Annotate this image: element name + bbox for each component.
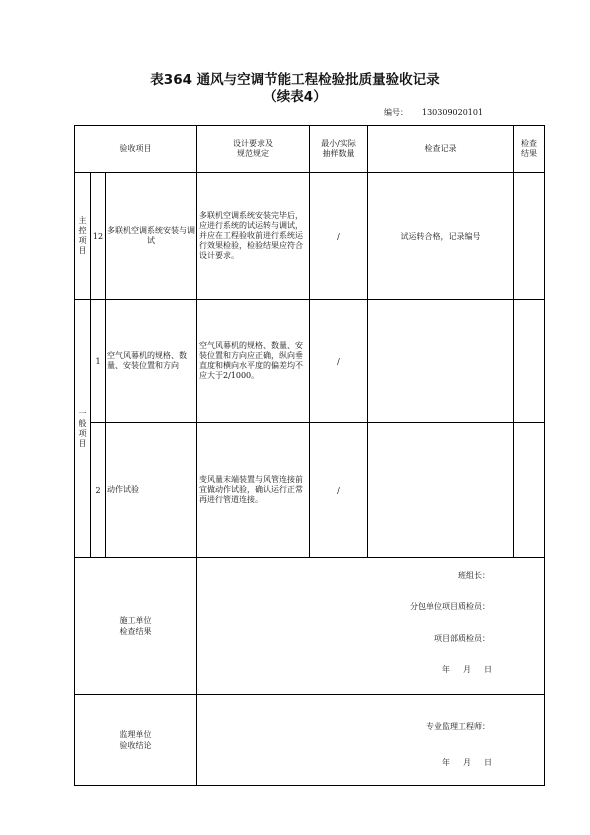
sub-inspector-label: 分包单位项目质检员：	[410, 602, 490, 611]
row-number: 1	[91, 300, 106, 423]
construction-signatures	[197, 558, 545, 695]
supervision-date	[429, 757, 492, 768]
row-result	[514, 300, 545, 423]
row-requirement: 多联机空调系统安装完毕后，应进行系统的试运转与调试，并应在工程验收前进行系统运行效果检验，检验结果应符合设计要求。	[197, 173, 310, 300]
row-requirement: 变风量末端装置与风管连接前宜做动作试验，确认运行正常再进行管道连接。	[197, 423, 310, 558]
code-label: 编号：	[384, 108, 408, 117]
supervising-engineer-label: 专业监理工程师：	[426, 722, 490, 731]
row-result	[514, 423, 545, 558]
date-month: 月	[463, 665, 471, 674]
date-month: 月	[463, 758, 471, 767]
row-item: 多联机空调系统安装与调试	[106, 173, 197, 300]
construction-row	[75, 558, 545, 695]
row-sample: /	[310, 423, 368, 558]
team-leader-label: 班组长：	[458, 571, 490, 580]
construction-date	[429, 664, 492, 675]
header-record: 检查记录	[368, 126, 514, 173]
date-year: 年	[442, 665, 450, 674]
form-subtitle: （续表4）	[263, 89, 327, 105]
construction-unit-label: 施工单位 检查结果	[75, 558, 197, 695]
inspection-table	[74, 125, 545, 786]
row-record	[368, 300, 514, 423]
header-result: 检查 结果	[514, 126, 545, 173]
code-value: 130309020101	[422, 108, 484, 117]
table-row	[75, 300, 545, 423]
row-sample: /	[310, 173, 368, 300]
supervision-signatures	[197, 695, 545, 786]
row-sample: /	[310, 300, 368, 423]
header-requirement: 设计要求及 规范规定	[197, 126, 310, 173]
date-day: 日	[484, 758, 492, 767]
form-code	[384, 107, 497, 118]
supervision-unit-label: 监理单位 验收结论	[75, 695, 197, 786]
header-sample: 最小/实际 抽样数量	[310, 126, 368, 173]
table-row	[75, 423, 545, 558]
supervision-row	[75, 695, 545, 786]
row-result	[514, 173, 545, 300]
row-number: 2	[91, 423, 106, 558]
row-record: 试运转合格，记录编号	[368, 173, 514, 300]
header-item: 验收项目	[75, 126, 197, 173]
general-category-label: 一 般 项 目	[75, 300, 91, 558]
table-row	[75, 173, 545, 300]
date-day: 日	[484, 665, 492, 674]
inspector-label: 项目部质检员：	[434, 634, 490, 643]
row-item: 动作试验	[106, 423, 197, 558]
main-category-label: 主 控 项 目	[75, 173, 91, 300]
row-record	[368, 423, 514, 558]
form-title: 表364 通风与空调节能工程检验批质量验收记录	[150, 72, 440, 88]
row-number: 12	[91, 173, 106, 300]
date-year: 年	[442, 758, 450, 767]
row-requirement: 空气风幕机的规格、数量、安装位置和方向应正确，纵向垂直度和横向水平度的偏差均不应大于2/1000。	[197, 300, 310, 423]
header-row	[75, 126, 545, 173]
row-item: 空气风幕机的规格、数量、安装位置和方向	[106, 300, 197, 423]
